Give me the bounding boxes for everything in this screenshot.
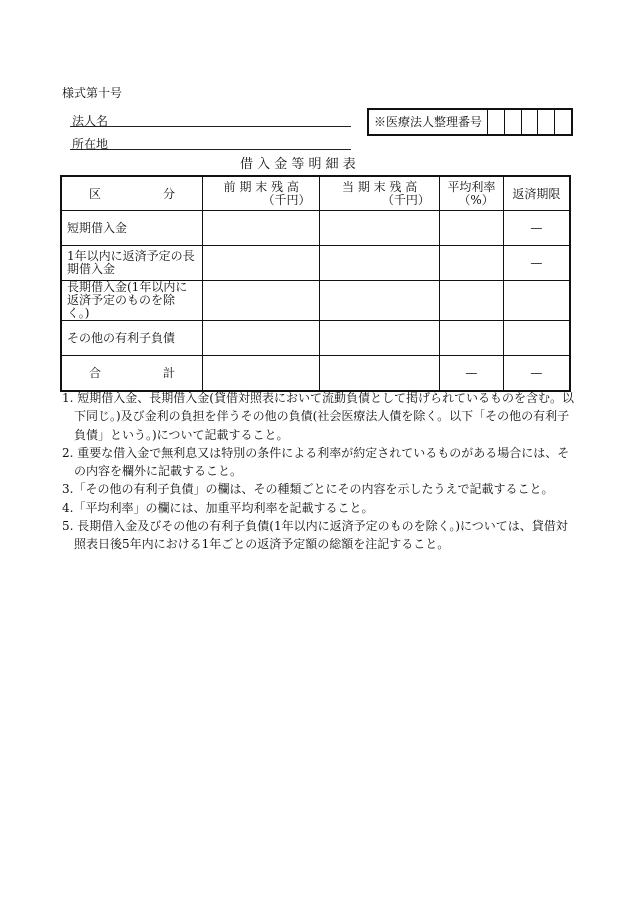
total-prev-cell[interactable]: [203, 356, 320, 392]
header-category-a: 区: [89, 187, 102, 201]
curr-balance-cell[interactable]: [320, 281, 439, 321]
header-prev-label: 前 期 末 残 高: [223, 179, 299, 194]
prev-balance-cell[interactable]: [203, 321, 320, 356]
header-curr-unit: （千円）: [381, 192, 430, 207]
header-curr-balance: [320, 176, 439, 211]
due-cell[interactable]: [503, 281, 570, 321]
document-title: 借 入 金 等 明 細 表: [240, 157, 356, 172]
total-rate-cell: —: [439, 356, 503, 392]
rate-cell[interactable]: [439, 211, 503, 246]
note-item: 5. 長期借入金及びその他の有利子負債(1年以内に返済予定のものを除く。)については、貸借対照表日後5年内における1年ごとの返済予定額の総額を注記すること。: [62, 519, 568, 552]
total-label-a: 合: [89, 365, 102, 380]
table-row: [61, 281, 570, 321]
row-label: 1年以内に返済予定の長期借入金: [61, 246, 203, 281]
due-cell: —: [503, 246, 570, 281]
curr-balance-cell[interactable]: [320, 321, 439, 356]
curr-balance-cell[interactable]: [320, 246, 439, 281]
header-rate-label: 平均利率: [447, 179, 496, 194]
row-label: 短期借入金: [61, 211, 203, 246]
total-label: [61, 356, 203, 392]
form-number: 様式第十号: [62, 86, 123, 100]
header-curr-label: 当 期 末 残 高: [342, 179, 418, 194]
header-avg-rate: [439, 176, 503, 211]
note-item: 1. 短期借入金、長期借入金(貸借対照表において流動負債として掲げられているものを含む。以下同じ。)及び金利の負担を伴うその他の負債(社会医療法人債を除く。以下「その他の有利子負債」という。)について記載すること。: [62, 391, 574, 442]
header-prev-balance: [203, 176, 320, 211]
note-item: 2. 重要な借入金で無利息又は特別の条件による利率が約定されているものがある場合には、その内容を欄外に記載すること。: [62, 445, 570, 479]
rate-cell[interactable]: [439, 321, 503, 356]
header-due: 返済期限: [503, 176, 570, 211]
total-label-b: 計: [163, 365, 176, 380]
borrowings-table: [60, 175, 571, 392]
prev-balance-cell[interactable]: [203, 281, 320, 321]
registry-digit-cell[interactable]: [522, 110, 539, 134]
header-category: [61, 176, 203, 211]
registry-digit-cell[interactable]: [555, 110, 571, 134]
header-prev-unit: （千円）: [262, 192, 311, 207]
table-row: [61, 246, 570, 281]
total-curr-cell[interactable]: [320, 356, 439, 392]
corp-name-field[interactable]: [70, 110, 351, 127]
prev-balance-cell[interactable]: [203, 211, 320, 246]
note-item: 3.「その他の有利子負債」の欄は、その種類ごとにその内容を示したうえで記載すること。: [62, 482, 554, 497]
total-row: [61, 356, 570, 392]
registry-digit-cell[interactable]: [505, 110, 522, 134]
row-label: その他の有利子負債: [61, 321, 203, 356]
table-header-row: [61, 176, 570, 211]
rate-cell[interactable]: [439, 246, 503, 281]
address-field[interactable]: [70, 133, 351, 150]
prev-balance-cell[interactable]: [203, 246, 320, 281]
registry-digit-cell[interactable]: [488, 110, 505, 134]
notes: [62, 389, 577, 554]
address-label: 所在地: [72, 137, 109, 151]
registry-number-box: [367, 108, 573, 136]
due-cell[interactable]: [503, 321, 570, 356]
header-rate-unit: （%）: [458, 192, 494, 207]
registry-digit-cell[interactable]: [538, 110, 555, 134]
due-cell: —: [503, 211, 570, 246]
corp-name-label: 法人名: [72, 114, 109, 128]
row-label: 長期借入金(1年以内に返済予定のものを除く。): [61, 281, 203, 321]
total-due-cell: —: [503, 356, 570, 392]
table-row: [61, 211, 570, 246]
curr-balance-cell[interactable]: [320, 211, 439, 246]
table-row: [61, 321, 570, 356]
registry-number-label: ※医療法人整理番号: [369, 110, 488, 134]
rate-cell[interactable]: [439, 281, 503, 321]
note-item: 4.「平均利率」の欄には、加重平均利率を記載すること。: [62, 500, 374, 515]
header-category-b: 分: [163, 187, 176, 201]
